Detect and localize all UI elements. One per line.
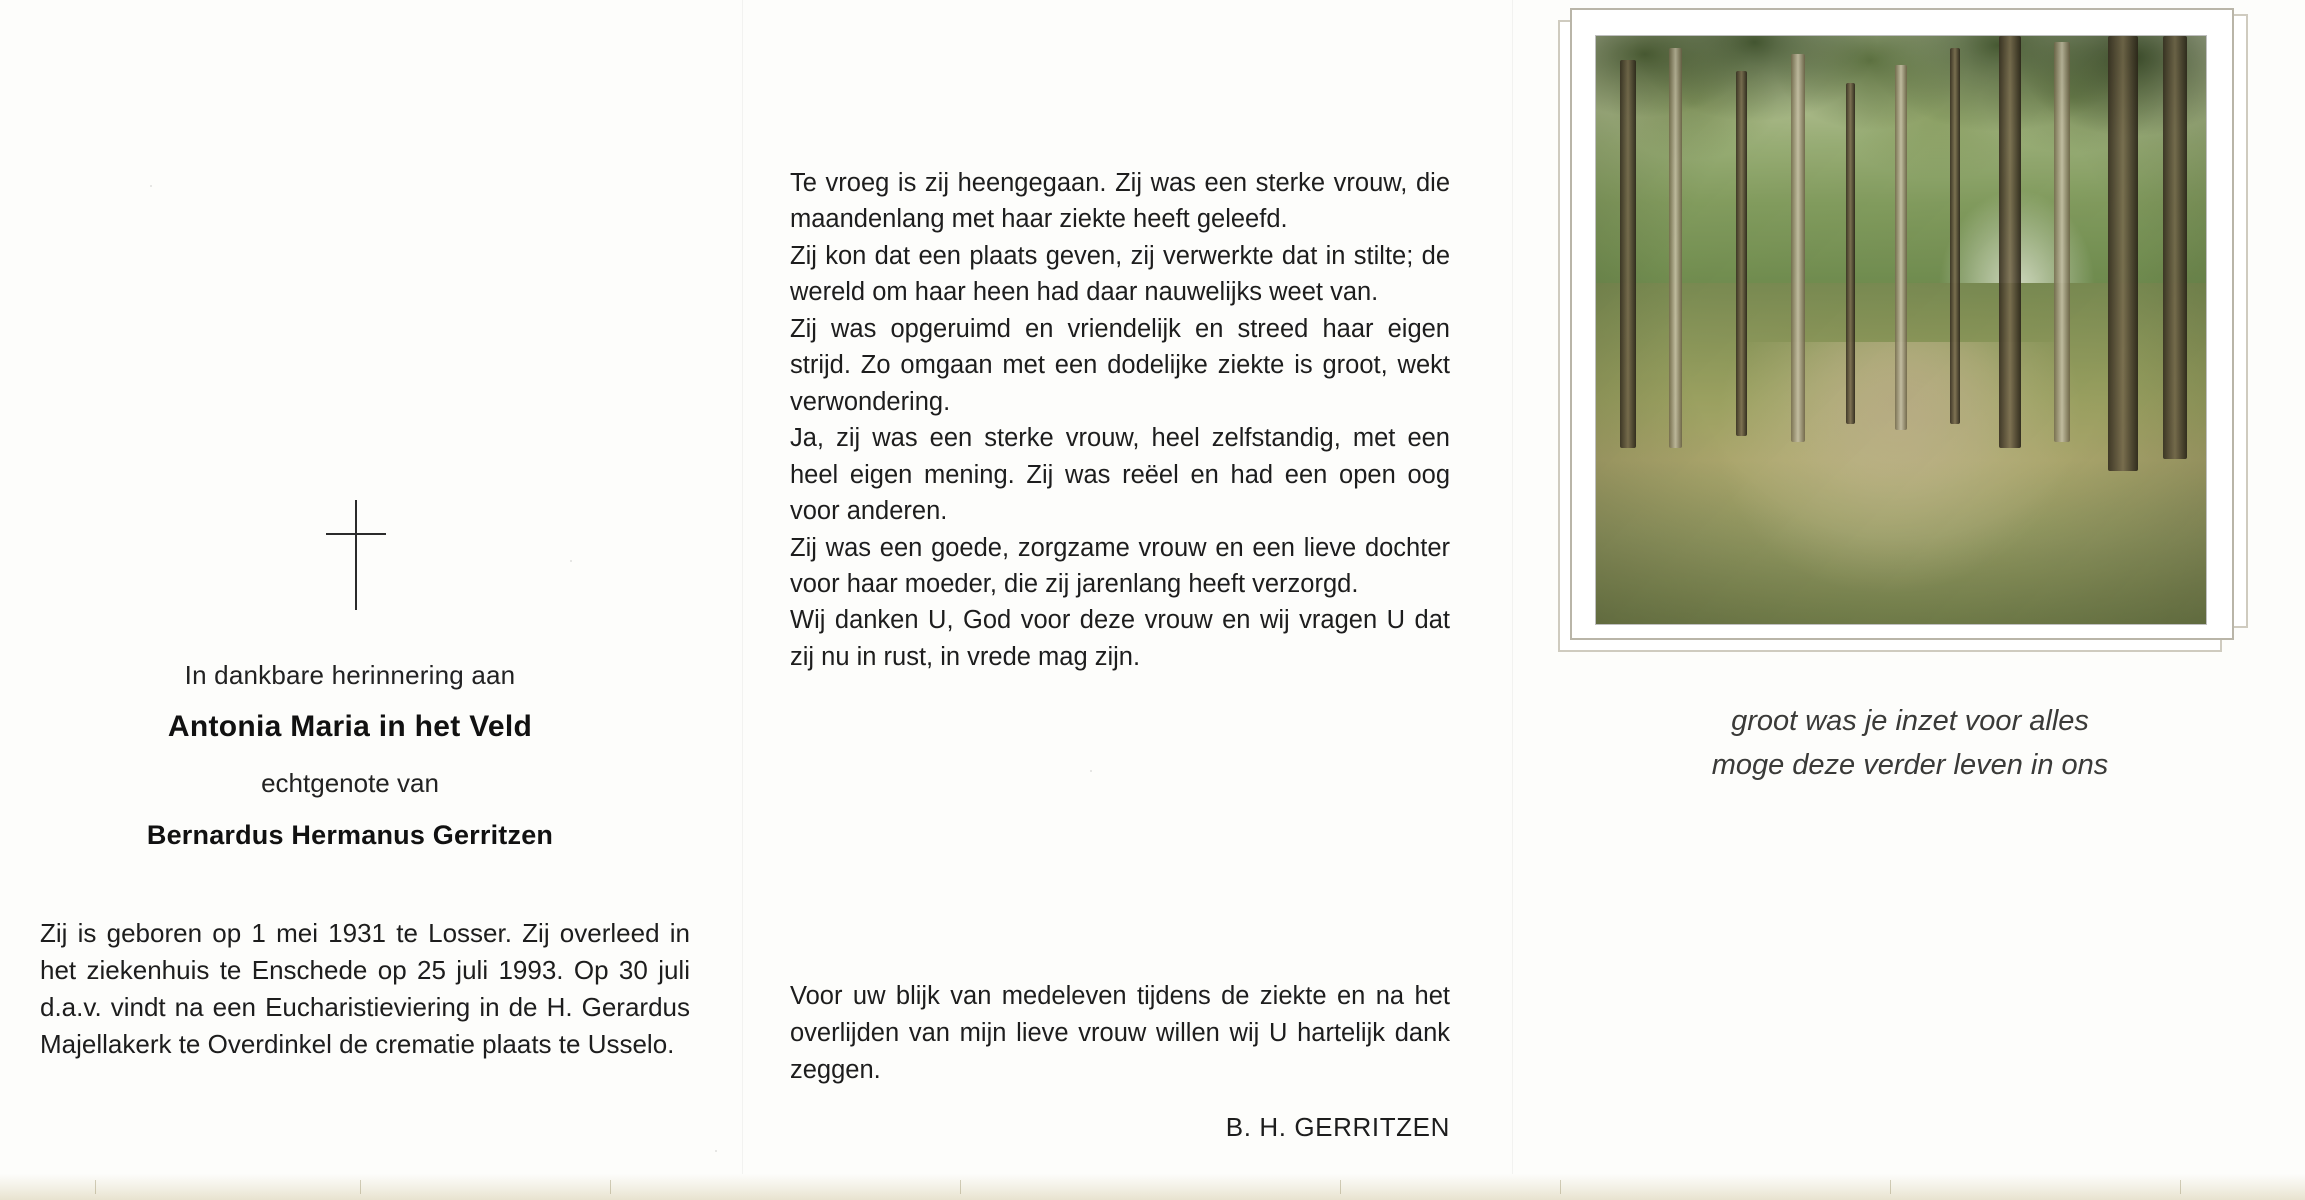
scan-artifact [570, 560, 572, 562]
poem-paragraph: Te vroeg is zij heengegaan. Zij was een sterke vrouw, die maandenlang met haar ziekte heeft geleefd. [790, 169, 1450, 234]
column-divider-right [1512, 0, 1513, 1200]
signature: B. H. GERRITZEN [1225, 1112, 1450, 1142]
poem-paragraph: Zij was een goede, zorgzame vrouw en een lieve dochter voor haar moeder, die zij jarenlang heeft verzorgd. [790, 533, 1450, 598]
scan-artifact [1090, 770, 1092, 772]
left-panel [0, 0, 730, 1200]
paper-bottom-edge [0, 1174, 2305, 1200]
poem-block [790, 165, 1450, 675]
photo-frame [1558, 8, 2248, 658]
deceased-name: Antonia Maria in het Veld [167, 710, 533, 743]
column-divider-left [742, 0, 743, 1200]
poem-paragraph: Zij kon dat een plaats geven, zij verwerkte dat in stilte; de wereld om haar heen had daar nauwelijks weet van. [790, 241, 1450, 307]
middle-panel [760, 0, 1500, 1200]
photo-vignette [1596, 36, 2206, 624]
photo-caption [1570, 700, 2250, 787]
spouse-name: Bernardus Hermanus Gerritzen [146, 820, 554, 850]
memorial-intro-text: In dankbare herinnering aan [184, 660, 516, 690]
cross-icon [355, 500, 357, 610]
caption-line: groot was je inzet voor alles [1731, 705, 2089, 737]
forest-path-photo [1596, 36, 2206, 624]
relation-label: echtgenote van [261, 768, 439, 798]
right-panel [1530, 0, 2305, 1200]
caption-line: moge deze verder leven in ons [1711, 748, 2109, 781]
biography-text: Zij is geboren op 1 mei 1931 te Losser. Zij overleed in het ziekenhuis te Enschede op 25 juli 1993. Op 30 juli d.a.v. vindt na een Eucharistieviering in de H. Gerardus Majellakerk te Overdinkel de crematie plaats te Usselo. [40, 918, 690, 1059]
thanks-text: Voor uw blijk van medeleven tijdens de ziekte en na het overlijden van mijn lieve vrouw willen wij U hartelijk dank zeggen. [790, 982, 1450, 1084]
poem-paragraph: Zij was opgeruimd en vriendelijk en streed haar eigen strijd. Zo omgaan met een dodelijke ziekte is groot, wekt verwondering. [790, 314, 1450, 416]
scan-artifact [150, 185, 152, 187]
poem-paragraph: Ja, zij was een sterke vrouw, heel zelfstandig, met een heel eigen mening. Zij was reëel en had een open oog voor anderen. [790, 424, 1450, 526]
scan-artifact [715, 1150, 717, 1152]
poem-paragraph: Wij danken U, God voor deze vrouw en wij vragen U dat zij nu in rust, in vrede mag zijn. [790, 606, 1450, 671]
